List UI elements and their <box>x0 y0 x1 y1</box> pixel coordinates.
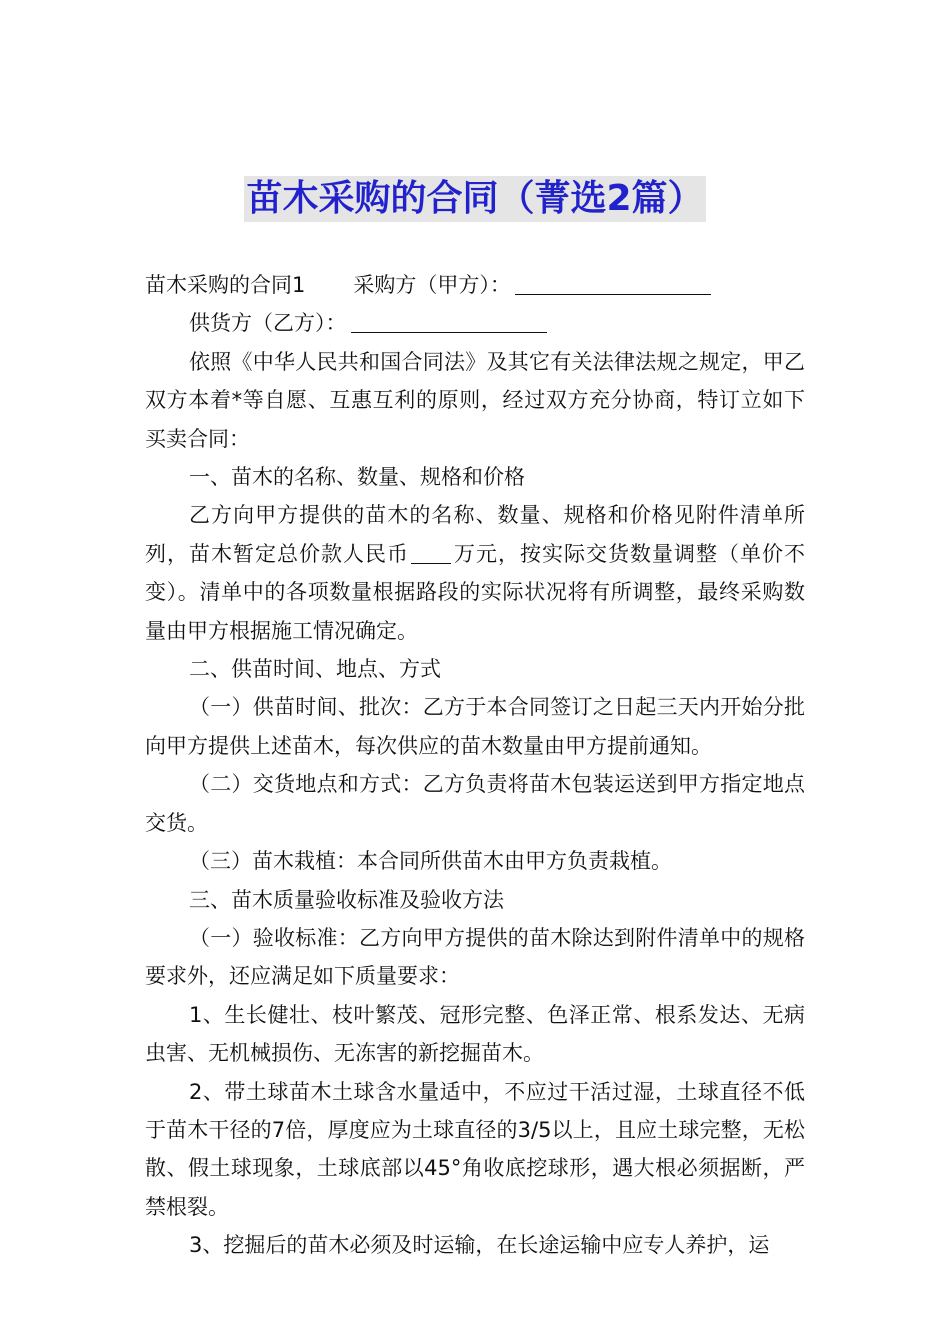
section-heading-1: 一、苗木的名称、数量、规格和价格 <box>189 465 525 490</box>
supplier-blank <box>351 308 547 333</box>
buyer-label: 采购方（甲方）： <box>353 273 511 297</box>
section-heading-3: 三、苗木质量验收标准及验收方法 <box>189 887 504 912</box>
section-1-paragraph: 乙方向甲方提供的苗木的名称、数量、规格和价格见附件清单所列，苗木暂定总价款人民币 万元，按实际交货数量调整（单价不变）。清单中的各项数量根据路段的实际状况将有所调整，最终采购数量由甲方根据施工情况确定。 <box>145 503 805 643</box>
contract-number-label: 苗木采购的合同1 <box>145 273 306 297</box>
document-title: 苗木采购的合同（菁选2篇） <box>244 176 705 222</box>
quality-item-2: 2、带土球苗木土球含水量适中，不应过干活过湿，土球直径不低于苗木干径的7倍，厚度应为土球直径的3/5以上，且应土球完整，无松散、假土球现象，土球底部以45°角收底挖球形，遇大根必须据断，严禁根裂。 <box>145 1079 805 1219</box>
price-blank <box>411 539 451 564</box>
supplier-line <box>145 304 805 342</box>
section-heading-2: 二、供苗时间、地点、方式 <box>189 657 441 682</box>
buyer-blank <box>515 270 711 295</box>
contract-header-line <box>145 266 805 304</box>
section-2-clause-3: （三）苗木栽植：本合同所供苗木由甲方负责栽植。 <box>189 849 672 874</box>
supplier-label: 供货方（乙方）： <box>189 311 347 336</box>
section-2-clause-2: （二）交货地点和方式：乙方负责将苗木包装运送到甲方指定地点交货。 <box>145 772 805 835</box>
document-body <box>145 266 805 1265</box>
section-2-clause-1: （一）供苗时间、批次：乙方于本合同签订之日起三天内开始分批向甲方提供上述苗木，每次供应的苗木数量由甲方提前通知。 <box>145 695 805 758</box>
intro-paragraph: 依照《中华人民共和国合同法》及其它有关法律法规之规定，甲乙双方本着*等自愿、互惠互利的原则，经过双方充分协商，特订立如下买卖合同： <box>145 349 805 451</box>
title-block <box>0 176 950 222</box>
quality-item-3: 3、挖掘后的苗木必须及时运输，在长途运输中应专人养护，运 <box>189 1233 770 1258</box>
quality-item-1: 1、生长健壮、枝叶繁茂、冠形完整、色泽正常、根系发达、无病虫害、无机械损伤、无冻害的新挖掘苗木。 <box>145 1002 805 1066</box>
section-3-clause-1: （一）验收标准：乙方向甲方提供的苗木除达到附件清单中的规格要求外，还应满足如下质量要求： <box>145 925 805 989</box>
